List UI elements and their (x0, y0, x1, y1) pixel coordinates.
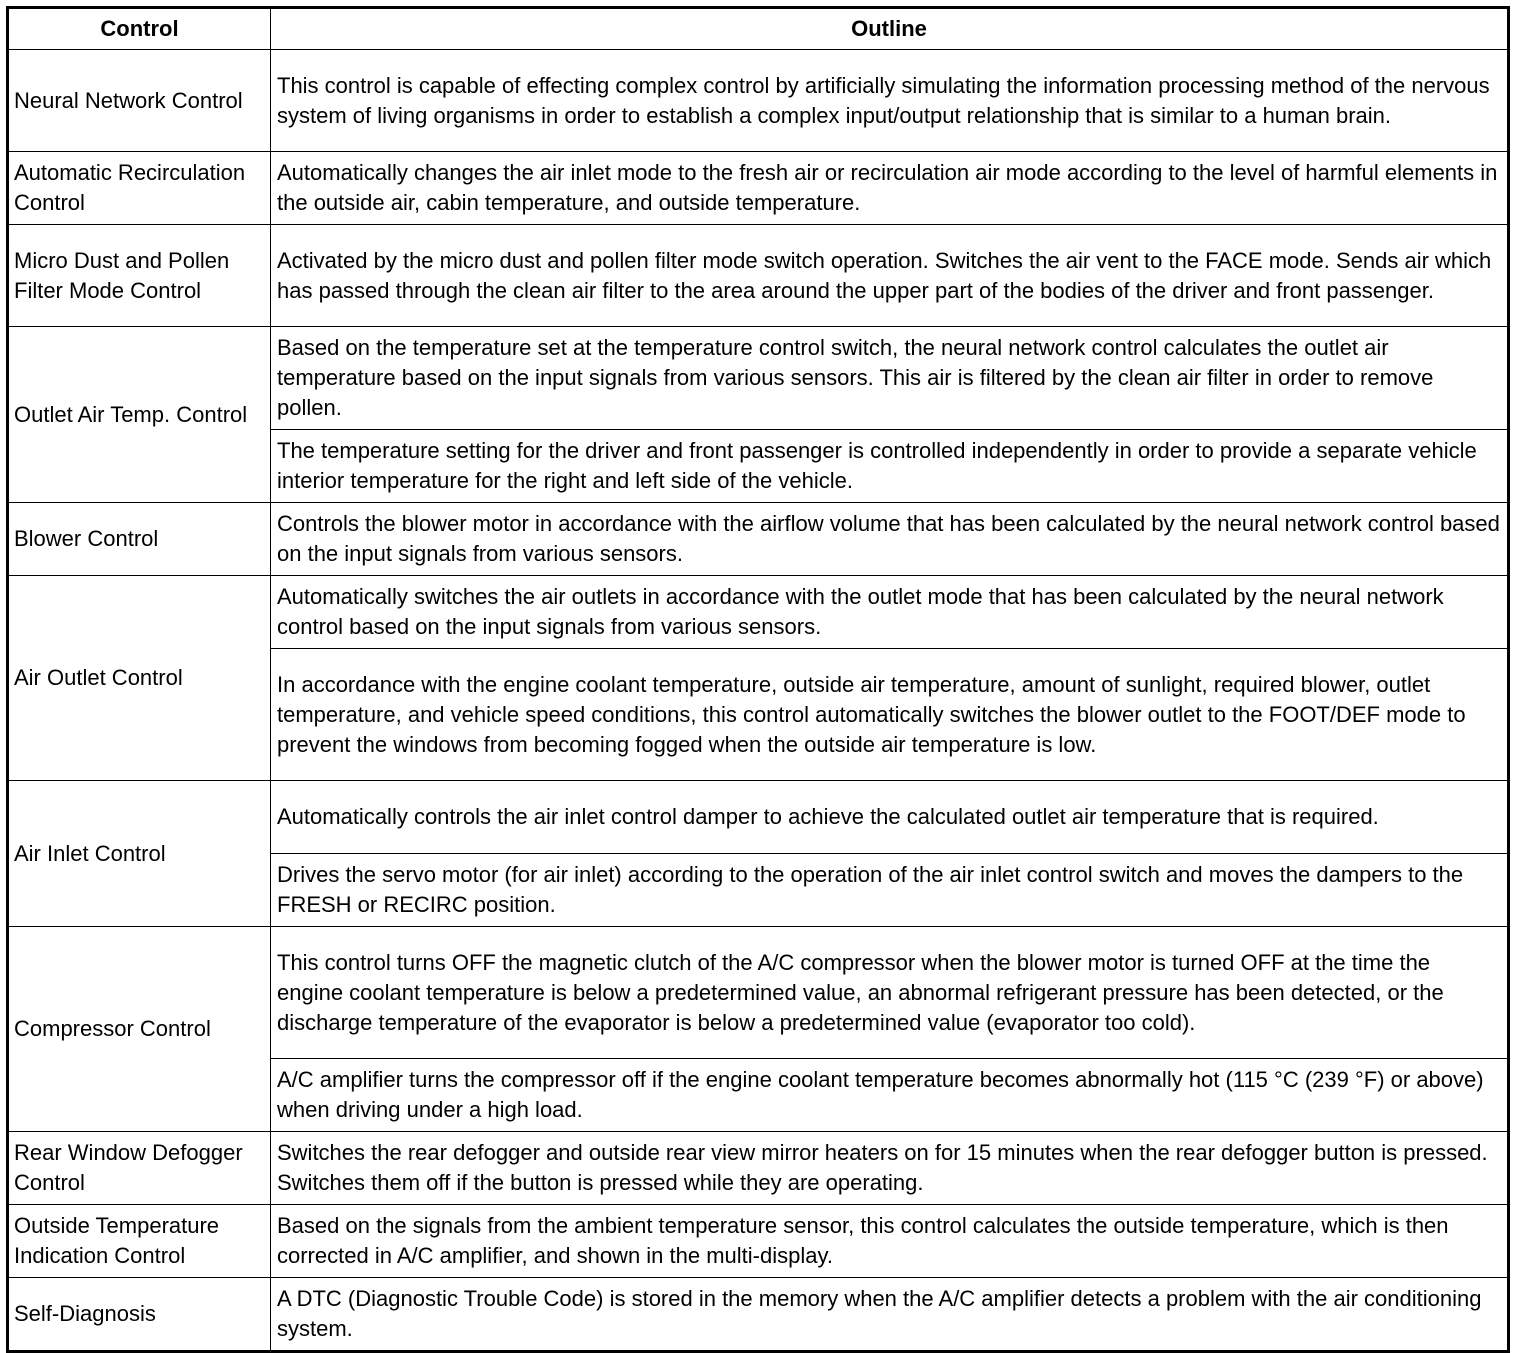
table-row (8, 225, 1509, 327)
table-row (8, 1278, 1509, 1352)
outline-cell: A/C amplifier turns the compressor off if the engine coolant temperature becomes abnormally hot (115 °C (239 °F) or above) when driving under a high load. (271, 1059, 1509, 1132)
outline-cell: Automatically changes the air inlet mode to the fresh air or recirculation air mode according to the level of harmful elements in the outside air, cabin temperature, and outside temperature. (271, 152, 1509, 225)
outline-cell: In accordance with the engine coolant temperature, outside air temperature, amount of sunlight, required blower, outlet temperature, and vehicle speed conditions, this control automatically switches the blower outlet to the FOOT/DEF mode to prevent the windows from becoming fogged when the outside air temperature is low. (271, 649, 1509, 781)
table-row (8, 152, 1509, 225)
outline-cell: Based on the temperature set at the temperature control switch, the neural network control calculates the outlet air temperature based on the input signals from various sensors. This air is filtered by the clean air filter in order to remove pollen. (271, 327, 1509, 430)
table-row (8, 927, 1509, 1059)
outline-cell: The temperature setting for the driver and front passenger is controlled independently in order to provide a separate vehicle interior temperature for the right and left side of the vehicle. (271, 430, 1509, 503)
control-name-cell: Compressor Control (8, 927, 271, 1132)
table-row (8, 503, 1509, 576)
outline-cell: Automatically switches the air outlets in accordance with the outlet mode that has been calculated by the neural network control based on the input signals from various sensors. (271, 576, 1509, 649)
outline-cell: Activated by the micro dust and pollen filter mode switch operation. Switches the air vent to the FACE mode. Sends air which has passed through the clean air filter to the area around the upper part of the bodies of the driver and front passenger. (271, 225, 1509, 327)
outline-cell: This control is capable of effecting complex control by artificially simulating the information processing method of the nervous system of living organisms in order to establish a complex input/output relationship that is similar to a human brain. (271, 50, 1509, 152)
control-name-cell: Self-Diagnosis (8, 1278, 271, 1352)
table-row (8, 1132, 1509, 1205)
table-row (8, 50, 1509, 152)
control-name-cell: Neural Network Control (8, 50, 271, 152)
outline-cell: Switches the rear defogger and outside rear view mirror heaters on for 15 minutes when the rear defogger button is pressed. Switches them off if the button is pressed while they are operating. (271, 1132, 1509, 1205)
outline-cell: This control turns OFF the magnetic clutch of the A/C compressor when the blower motor is turned OFF at the time the engine coolant temperature is below a predetermined value, an abnormal refrigerant pressure has been detected, or the discharge temperature of the evaporator is below a predetermined value (evaporator too cold). (271, 927, 1509, 1059)
outline-column-header: Outline (271, 8, 1509, 50)
control-name-cell: Micro Dust and Pollen Filter Mode Control (8, 225, 271, 327)
control-name-cell: Blower Control (8, 503, 271, 576)
outline-cell: Based on the signals from the ambient temperature sensor, this control calculates the outside temperature, which is then corrected in A/C amplifier, and shown in the multi-display. (271, 1205, 1509, 1278)
control-name-cell: Air Inlet Control (8, 781, 271, 927)
table-row (8, 327, 1509, 430)
control-name-cell: Outlet Air Temp. Control (8, 327, 271, 503)
table-body (8, 50, 1509, 1352)
outline-cell: Automatically controls the air inlet control damper to achieve the calculated outlet air temperature that is required. (271, 781, 1509, 854)
table-header-row (8, 8, 1509, 50)
table-row (8, 576, 1509, 649)
control-name-cell: Automatic Recirculation Control (8, 152, 271, 225)
outline-cell: A DTC (Diagnostic Trouble Code) is stored in the memory when the A/C amplifier detects a problem with the air conditioning system. (271, 1278, 1509, 1352)
control-name-cell: Rear Window Defogger Control (8, 1132, 271, 1205)
table-row (8, 781, 1509, 854)
control-name-cell: Air Outlet Control (8, 576, 271, 781)
outline-cell: Controls the blower motor in accordance with the airflow volume that has been calculated by the neural network control based on the input signals from various sensors. (271, 503, 1509, 576)
outline-cell: Drives the servo motor (for air inlet) according to the operation of the air inlet control switch and moves the dampers to the FRESH or RECIRC position. (271, 854, 1509, 927)
control-name-cell: Outside Temperature Indication Control (8, 1205, 271, 1278)
control-outline-table (6, 6, 1510, 1353)
control-column-header: Control (8, 8, 271, 50)
table-row (8, 1205, 1509, 1278)
